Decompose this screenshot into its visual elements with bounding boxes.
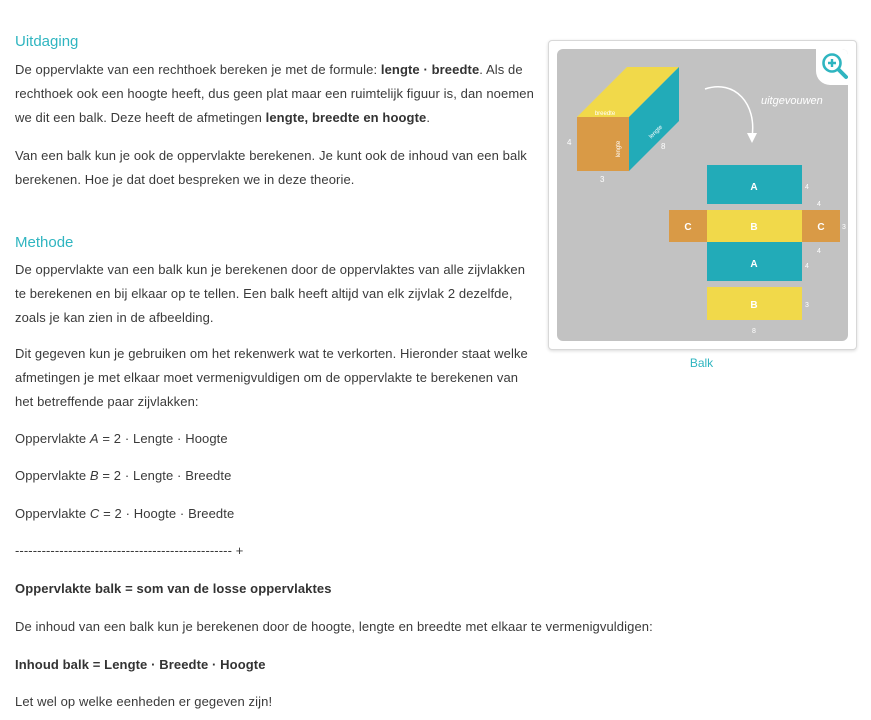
box-label-front: lengte	[616, 140, 622, 158]
zoom-button[interactable]	[816, 49, 848, 85]
net-dim-4a: 4	[805, 184, 809, 191]
net-dim-3a: 3	[842, 224, 846, 231]
box-label-right: 8	[661, 142, 666, 151]
net-dim-3b: 3	[805, 302, 809, 309]
paragraph-inhoud: De inhoud van een balk kun je berekenen door de hoogte, lengte en breedte met elkaar te vermenigvuldigen:	[15, 619, 653, 634]
formula-b: Oppervlakte B = 2 · Lengte · Breedte	[15, 468, 232, 483]
paragraph-intro: De oppervlakte van een rechthoek bereken je met de formule: lengte · breedte. Als de rechthoek ook een hoogte heeft, dus geen plat maar een ruimtelijk figuur is, dan noemen we dit een balk. Deze heeft de afmetingen lengte, breedte en hoogte.	[15, 62, 534, 125]
section-title-methode: Methode	[15, 234, 74, 251]
formula-c: Oppervlakte C = 2 · Hoogte · Breedte	[15, 506, 235, 521]
net-dim-4b: 4	[817, 201, 821, 208]
balk-illustration	[557, 49, 848, 341]
paragraph-methode: De oppervlakte van een balk kun je berekenen door de oppervlaktes van alle zijvlakken te berekenen en bij elkaar op te tellen. Een balk heeft altijd van elk zijvlak 2 dezelfde, zoals je kan zien in de afbeelding.	[15, 262, 526, 325]
section-title-uitdaging: Uitdaging	[15, 33, 79, 50]
arrow-label: uitgevouwen	[761, 95, 823, 107]
formula-inhoud: Inhoud balk = Lengte · Breedte · Hoogte	[15, 657, 266, 672]
net-label-c-left: C	[684, 222, 692, 233]
net-label-c-right: C	[817, 222, 825, 233]
paragraph-inhoud-intro: Van een balk kun je ook de oppervlakte berekenen. Je kunt ook de inhoud van een balk berekenen. Hoe je dat doet bespreken we in deze theorie.	[15, 148, 527, 187]
net-label-b-bottom: B	[750, 300, 758, 311]
unfold-arrowhead	[747, 133, 757, 143]
box-label-top: breedte	[594, 111, 616, 117]
net-dim-4d: 4	[805, 263, 809, 270]
box-label-side: lengte	[648, 124, 665, 141]
formula-sum: Oppervlakte balk = som van de losse oppervlaktes	[15, 581, 332, 596]
box-label-bottom: 3	[600, 175, 605, 184]
net-label-a-top: A	[750, 182, 758, 193]
formula-a: Oppervlakte A = 2 · Lengte · Hoogte	[15, 431, 228, 446]
box-label-left: 4	[567, 138, 572, 147]
net-label-a-bottom: A	[750, 259, 758, 270]
paragraph-rekenwerk: Dit gegeven kun je gebruiken om het rekenwerk wat te verkorten. Hieronder staat welke afmetingen je met elkaar moet vermenigvuldigen om de oppervlakte te berekenen van het betreffende paar zijvlakken:	[15, 346, 528, 409]
net-label-b-middle: B	[750, 222, 758, 233]
figure-caption: Balk	[689, 356, 714, 370]
zoom-in-icon	[820, 51, 848, 81]
figure-balk[interactable]	[548, 40, 857, 350]
net-dim-8: 8	[752, 328, 756, 335]
unfold-arrow	[705, 87, 753, 137]
net-dim-4c: 4	[817, 248, 821, 255]
note-eenheden: Let wel op welke eenheden er gegeven zijn!	[15, 694, 273, 709]
sum-separator: ------------------------------------------------- +	[15, 543, 244, 558]
figure-image	[557, 49, 848, 341]
